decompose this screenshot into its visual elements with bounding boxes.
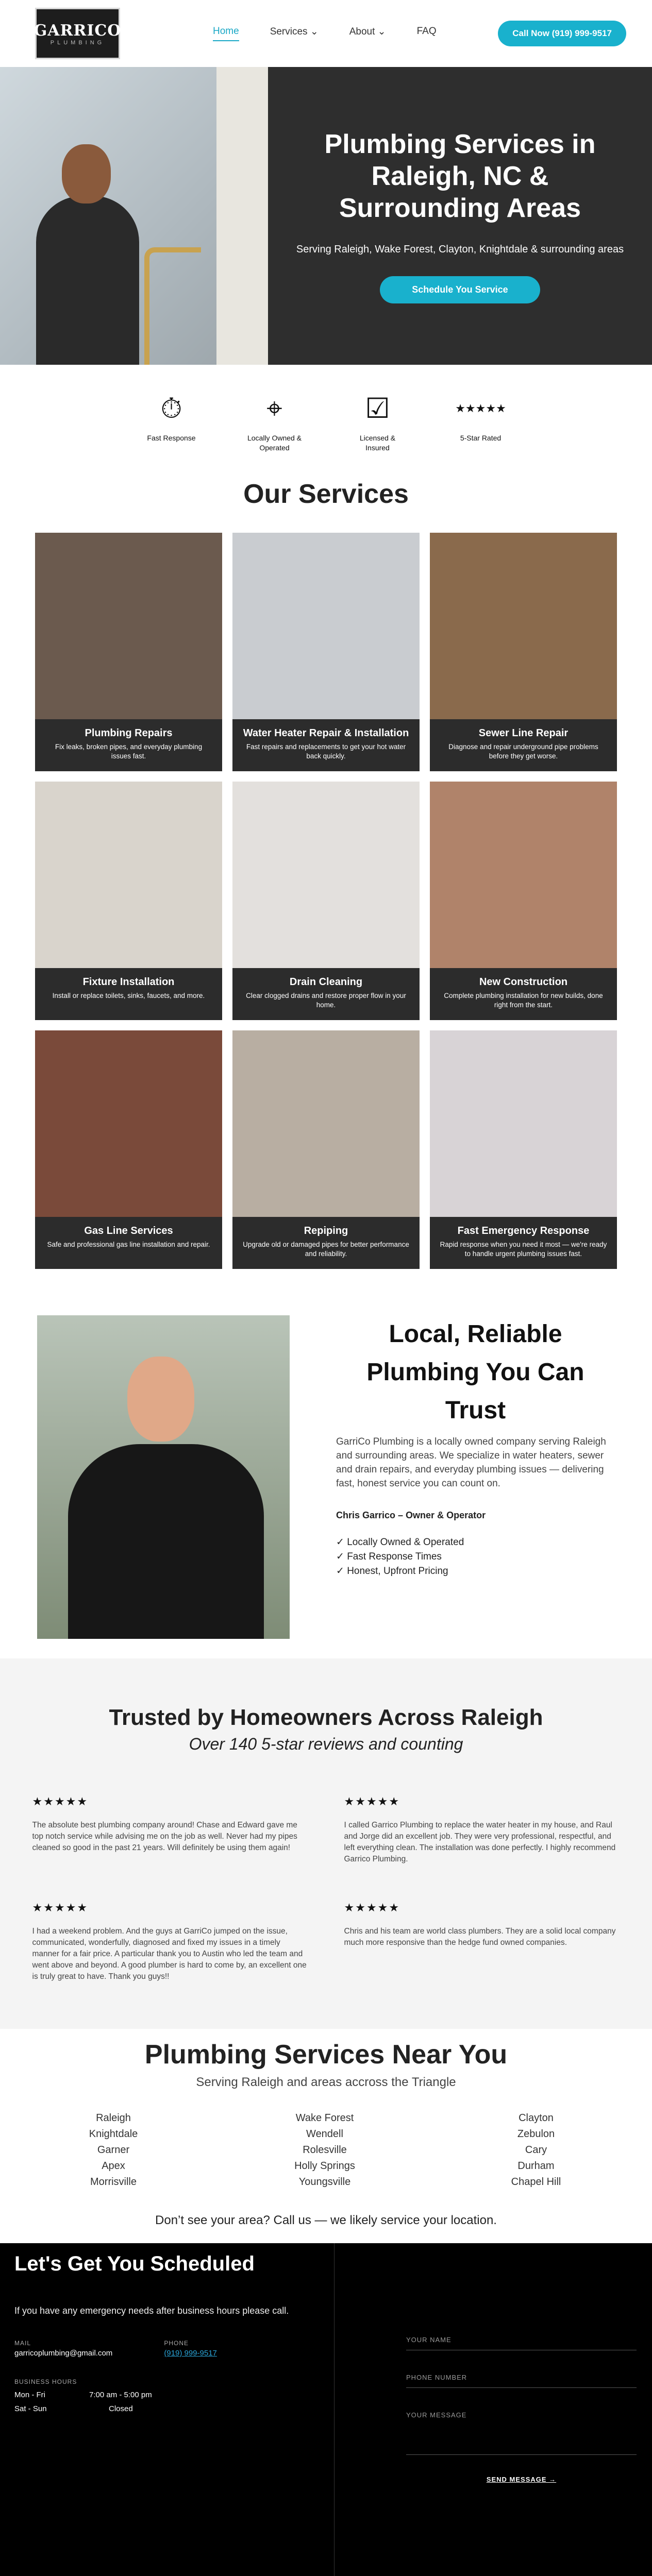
hero-title: Plumbing Services in Raleigh, NC & Surrounding Areas [324, 129, 596, 223]
phone-block [164, 2340, 217, 2358]
service-description: Diagnose and repair underground pipe problems before they get worse. [448, 743, 598, 760]
photo-plumber-body [36, 196, 139, 365]
service-photo [232, 533, 420, 719]
city-item: Clayton [519, 2112, 554, 2124]
feature-label: 5-Star Rated [460, 434, 501, 442]
city-column [423, 2110, 649, 2190]
review-card [32, 1795, 308, 1865]
service-photo [35, 533, 222, 719]
five-stars-icon: ★★★★★ [32, 1901, 89, 1914]
city-item: Holly Springs [294, 2160, 355, 2172]
service-card[interactable] [430, 782, 617, 1020]
service-caption [35, 719, 222, 771]
city-column [227, 2110, 423, 2190]
city-item: Wendell [306, 2128, 343, 2140]
reviews-section [0, 1658, 652, 2029]
service-caption [232, 1217, 420, 1269]
service-areas-title: Plumbing Services Near You [144, 2040, 508, 2070]
city-item: Wake Forest [295, 2112, 354, 2124]
service-caption [232, 719, 420, 771]
review-card [344, 1795, 620, 1865]
review-text: The absolute best plumbing company around! Chase and Edward gave me top notch service while advising me on the job as well. Never had my pipes cleaned so good in the past 21 years. Will definitely be using them again! [32, 1821, 297, 1852]
hero-content [268, 67, 652, 365]
services-grid [0, 533, 652, 1269]
service-description: Clear clogged drains and restore proper flow in your home. [246, 992, 406, 1009]
owner-photo [37, 1315, 290, 1639]
service-title: Fixture Installation [82, 976, 175, 988]
photo-faucet [144, 247, 201, 365]
city-item: Raleigh [96, 2112, 131, 2124]
city-item: Youngsville [298, 2176, 351, 2188]
reviews-title: Trusted by Homeowners Across Raleigh [109, 1705, 543, 1730]
services-heading: Our Services [243, 479, 409, 509]
feature-label: Locally Owned & Operated [247, 434, 302, 452]
five-stars-icon: ★★★★★ [32, 1795, 89, 1808]
service-description: Install or replace toilets, sinks, faucets, and more. [52, 992, 205, 999]
service-description: Complete plumbing installation for new builds, done right from the start. [444, 992, 603, 1009]
garrico-logo[interactable] [35, 8, 120, 59]
city-item: Apex [102, 2160, 125, 2172]
city-item: Chapel Hill [511, 2176, 561, 2188]
logo-wordmark: GARRICO [34, 21, 122, 40]
feature-licensed [326, 388, 429, 453]
about-section [0, 1315, 652, 1639]
service-photo [35, 782, 222, 968]
service-photo [232, 1030, 420, 1217]
service-caption [430, 1217, 617, 1269]
contact-form [334, 2243, 652, 2576]
reviews-grid [0, 1795, 652, 1982]
nav-home[interactable]: Home [213, 26, 239, 41]
service-title: Plumbing Repairs [85, 727, 173, 739]
feature-label: Fast Response [147, 434, 196, 442]
about-title: Local, Reliable Plumbing You Can Trust [366, 1320, 584, 1424]
call-now-button[interactable]: Call Now (919) 999-9517 [498, 21, 626, 46]
service-photo [232, 782, 420, 968]
service-card[interactable] [35, 533, 222, 771]
review-card [32, 1901, 308, 1982]
mail-block [14, 2340, 112, 2358]
city-list [0, 2110, 652, 2190]
top-nav [0, 0, 652, 67]
service-card[interactable] [430, 533, 617, 771]
city-item: Garner [97, 2144, 130, 2156]
review-text: I called Garrico Plumbing to replace the water heater in my house, and Raul and Jorge did an excellent job. They were very professional, respectful, and left everything clean. The installation was done perfectly. I highly recommend Garrico Plumbing. [344, 1821, 616, 1863]
message-field[interactable]: YOUR MESSAGE [406, 2406, 637, 2455]
city-column [0, 2110, 227, 2190]
hours-time: 7:00 am - 5:00 pm [89, 2391, 152, 2399]
feature-5-star [429, 388, 532, 453]
service-areas-section [0, 2029, 652, 2243]
feature-label: Licensed & Insured [359, 434, 396, 452]
hours-row [14, 2391, 334, 2399]
hours-row [14, 2404, 334, 2413]
clipboard-check-icon: ☑ [365, 393, 390, 424]
stopwatch-icon: ⏱ [160, 393, 182, 424]
contact-title: Let's Get You Scheduled [14, 2252, 255, 2275]
service-card[interactable] [232, 1030, 420, 1269]
service-description: Safe and professional gas line installation and repair. [47, 1241, 210, 1248]
feature-fast-response [120, 388, 223, 453]
bullet-item: ✓ Honest, Upfront Pricing [336, 1566, 448, 1577]
about-bullets [336, 1535, 615, 1579]
five-stars-icon: ★★★★★ [344, 1795, 400, 1808]
feature-locally-owned [223, 388, 326, 453]
nav-links [213, 26, 437, 41]
business-hours [14, 2378, 334, 2413]
service-title: Water Heater Repair & Installation [243, 727, 409, 739]
about-body: GarriCo Plumbing is a locally owned company serving Raleigh and surrounding areas. We specialize in water heaters, sewer and drain repairs, and everyday plumbing issues — delivering fast, honest service you can count on. [336, 1436, 606, 1489]
service-caption [430, 719, 617, 771]
mail-label: MAIL [14, 2340, 31, 2347]
service-photo [430, 533, 617, 719]
emergency-note: If you have any emergency needs after business hours please call. [14, 2306, 289, 2316]
hero-plumber-photo [0, 67, 268, 365]
name-field[interactable]: YOUR NAME [406, 2331, 637, 2350]
hero-subtitle: Serving Raleigh, Wake Forest, Clayton, Knightdale & surrounding areas [296, 244, 624, 255]
photo-door [216, 67, 268, 365]
review-text: Chris and his team are world class plumbers. They are a solid local company much more responsive than the hedge fund owned companies. [344, 1927, 616, 1947]
review-text: I had a weekend problem. And the guys at GarriCo jumped on the issue, communicated, wonderfully, diagnosed and fixed my issues in a timely manner for a fair price. A particular thank you to Austin who led the team and went above and beyond. A good plumber is hard to come by, an excellent one is truly great to have. Thank you guys!! [32, 1927, 307, 1981]
service-title: Fast Emergency Response [457, 1225, 590, 1236]
phone-label: PHONE [164, 2340, 189, 2347]
send-message-button[interactable]: SEND MESSAGE → [486, 2476, 557, 2483]
city-item: Cary [525, 2144, 547, 2156]
nav-services[interactable]: Services ⌄ [270, 26, 319, 37]
service-title: Sewer Line Repair [478, 727, 569, 739]
feature-strip [0, 365, 652, 468]
reviews-tagline: Over 140 5-star reviews and counting [189, 1735, 463, 1753]
service-areas-footer: Don’t see your area? Call us — we likely service your location. [155, 2213, 497, 2227]
contact-info [14, 2243, 334, 2576]
service-card[interactable] [232, 533, 420, 771]
email-address[interactable]: garricoplumbing@gmail.com [14, 2349, 113, 2358]
service-title: Repiping [304, 1225, 348, 1236]
hours-days: Sat - Sun [14, 2404, 47, 2413]
service-photo [35, 1030, 222, 1217]
photo-owner-body [68, 1444, 264, 1639]
service-card[interactable] [35, 1030, 222, 1269]
city-item: Morrisville [90, 2176, 137, 2188]
phone-link[interactable]: (919) 999-9517 [164, 2349, 217, 2358]
service-title: New Construction [479, 976, 568, 988]
five-stars-icon: ★★★★★ [455, 402, 506, 415]
city-item: Durham [517, 2160, 555, 2172]
hours-days: Mon - Fri [14, 2391, 45, 2399]
logo-tagline: PLUMBING [50, 39, 105, 46]
service-photo [430, 782, 617, 968]
photo-owner-face [127, 1357, 194, 1442]
service-title: Drain Cleaning [289, 976, 363, 988]
service-card[interactable] [430, 1030, 617, 1269]
service-description: Upgrade old or damaged pipes for better performance and reliability. [243, 1241, 409, 1258]
contact-row [14, 2340, 334, 2358]
five-stars-icon: ★★★★★ [344, 1901, 400, 1914]
hours-label: BUSINESS HOURS [14, 2378, 77, 2385]
service-description: Fast repairs and replacements to get your hot water back quickly. [246, 743, 406, 760]
hero [0, 67, 652, 365]
owner-name: Chris Garrico – Owner & Operator [336, 1510, 486, 1520]
city-item: Knightdale [89, 2128, 138, 2140]
hours-time: Closed [109, 2404, 133, 2413]
service-areas-subtitle: Serving Raleigh and areas accross the Triangle [196, 2075, 456, 2089]
city-item: Zebulon [517, 2128, 555, 2140]
service-card[interactable] [35, 782, 222, 1020]
service-description: Rapid response when you need it most — we're ready to handle urgent plumbing issues fast. [440, 1241, 607, 1258]
service-caption [232, 968, 420, 1020]
service-caption [430, 968, 617, 1020]
city-item: Rolesville [303, 2144, 347, 2156]
map-pin-icon: ⌖ [266, 393, 282, 424]
about-text [336, 1315, 615, 1639]
bullet-item: ✓ Fast Response Times [336, 1551, 442, 1562]
service-photo [430, 1030, 617, 1217]
phone-number-field[interactable]: PHONE NUMBER [406, 2368, 637, 2388]
service-title: Gas Line Services [84, 1225, 173, 1236]
nav-about[interactable]: About ⌄ [349, 26, 386, 37]
service-description: Fix leaks, broken pipes, and everyday plumbing issues fast. [55, 743, 203, 760]
service-caption [35, 1217, 222, 1269]
contact-section [0, 2243, 652, 2576]
review-card [344, 1901, 620, 1982]
photo-plumber-head [62, 144, 111, 204]
nav-faq[interactable]: FAQ [416, 26, 437, 37]
bullet-item: ✓ Locally Owned & Operated [336, 1537, 464, 1548]
service-card[interactable] [232, 782, 420, 1020]
service-caption [35, 968, 222, 1020]
schedule-service-button[interactable]: Schedule You Service [380, 276, 540, 303]
